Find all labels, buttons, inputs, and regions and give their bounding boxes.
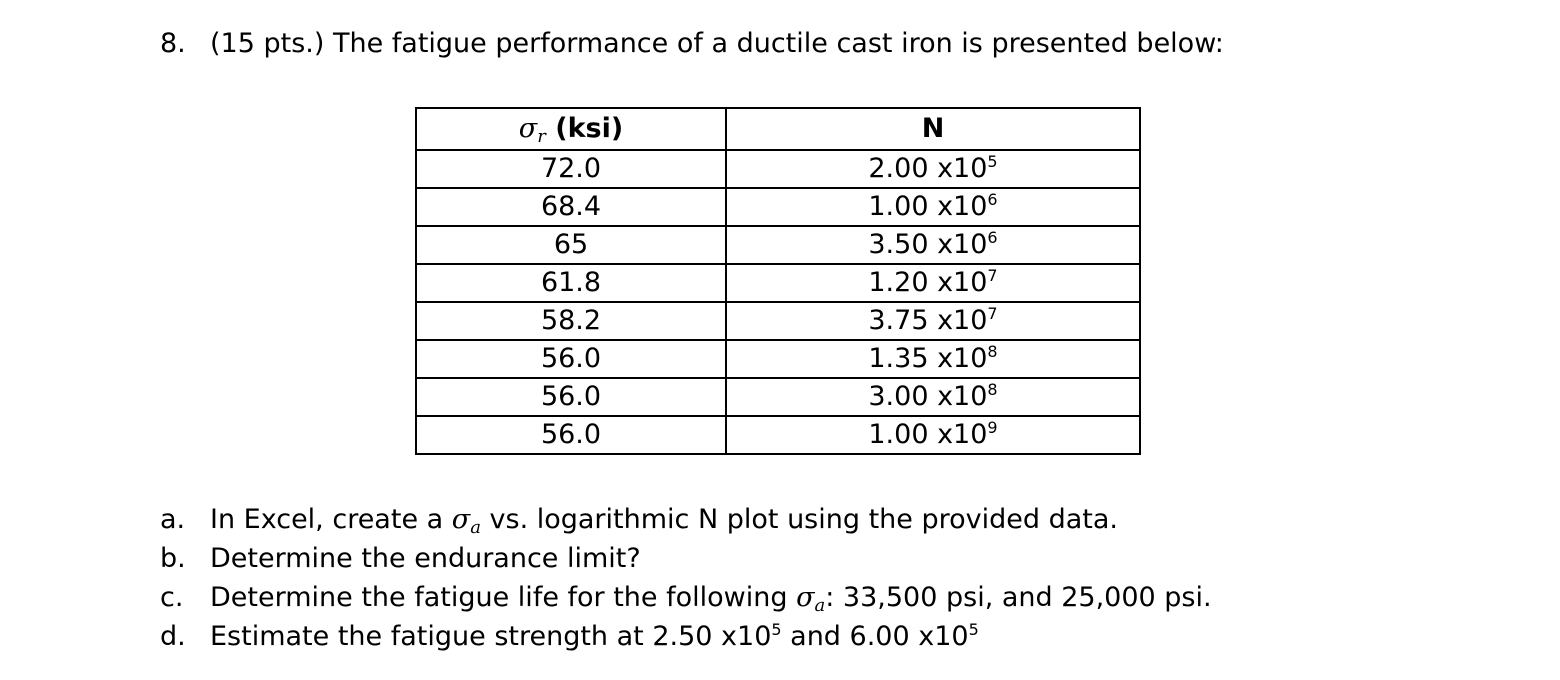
cycles-mantissa: 1.20 x10 (868, 267, 988, 298)
table-row (416, 264, 1140, 302)
cycles-cell (726, 150, 1140, 188)
cycles-mantissa: 1.35 x10 (868, 343, 988, 374)
sigma-subscript: a (470, 517, 481, 538)
table-row (416, 302, 1140, 340)
stress-cell: 56.0 (416, 416, 726, 454)
stress-cell: 65 (416, 226, 726, 264)
question-part (160, 617, 1212, 656)
sigma-symbol: σ (796, 582, 815, 613)
sigma-symbol: σ (451, 504, 471, 535)
cycles-exponent: 7 (987, 266, 998, 285)
table-row (416, 150, 1140, 188)
sigma-subscript: a (814, 595, 826, 616)
exponent: 5 (968, 620, 979, 639)
stress-unit: (ksi) (545, 113, 624, 144)
table-row (416, 188, 1140, 226)
table-row (416, 226, 1140, 264)
table-row (416, 416, 1140, 454)
part-text: : 33,500 psi, and 25,000 psi. (825, 582, 1212, 613)
stress-cell: 61.8 (416, 264, 726, 302)
cycles-exponent: 7 (987, 304, 998, 323)
part-text: Determine the endurance limit? (210, 543, 641, 574)
stress-cell: 58.2 (416, 302, 726, 340)
table-body (416, 150, 1140, 454)
part-text: Estimate the fatigue strength at 2.50 x10 (210, 621, 772, 652)
cycles-exponent: 8 (987, 380, 998, 399)
cycles-exponent: 9 (987, 418, 998, 437)
header-stress (416, 108, 726, 150)
exponent: 5 (771, 620, 782, 639)
cycles-mantissa: 1.00 x10 (868, 419, 988, 450)
cycles-mantissa: 3.50 x10 (868, 229, 988, 260)
cycles-mantissa: 2.00 x10 (868, 153, 988, 184)
cycles-exponent: 8 (987, 342, 998, 361)
question-header (160, 28, 1224, 59)
part-text: In Excel, create a (210, 504, 452, 535)
part-text: Determine the fatigue life for the following (210, 582, 797, 613)
cycles-mantissa: 3.00 x10 (868, 381, 988, 412)
cycles-cell (726, 302, 1140, 340)
cycles-cell (726, 188, 1140, 226)
cycles-mantissa: 3.75 x10 (868, 305, 988, 336)
part-letter: b. (160, 543, 186, 574)
cycles-cell (726, 416, 1140, 454)
cycles-exponent: 6 (987, 190, 998, 209)
fatigue-data-table (415, 107, 1141, 455)
cycles-cell (726, 340, 1140, 378)
question-part (160, 578, 1212, 617)
table-row (416, 378, 1140, 416)
cycles-mantissa: 1.00 x10 (868, 191, 988, 222)
question-part (160, 500, 1212, 539)
stress-cell: 56.0 (416, 378, 726, 416)
part-letter: c. (160, 582, 184, 613)
part-letter: d. (160, 621, 186, 652)
part-letter: a. (160, 504, 186, 535)
stress-cell: 68.4 (416, 188, 726, 226)
sigma-subscript: r (537, 126, 546, 147)
cycles-cell (726, 264, 1140, 302)
cycles-cell (726, 226, 1140, 264)
sigma-symbol: σ (518, 113, 538, 144)
header-cycles: N (726, 108, 1140, 150)
table-row (416, 340, 1140, 378)
part-text: and 6.00 x10 (781, 621, 969, 652)
cycles-exponent: 6 (987, 228, 998, 247)
question-part (160, 539, 1212, 578)
cycles-cell (726, 378, 1140, 416)
question-number: 8. (160, 28, 186, 59)
cycles-exponent: 5 (987, 152, 998, 171)
stress-cell: 56.0 (416, 340, 726, 378)
question-text: (15 pts.) The fatigue performance of a ductile cast iron is presented below: (210, 28, 1224, 59)
question-parts (160, 500, 1212, 656)
table-header-row (416, 108, 1140, 150)
part-text: vs. logarithmic N plot using the provided data. (480, 504, 1118, 535)
stress-cell: 72.0 (416, 150, 726, 188)
